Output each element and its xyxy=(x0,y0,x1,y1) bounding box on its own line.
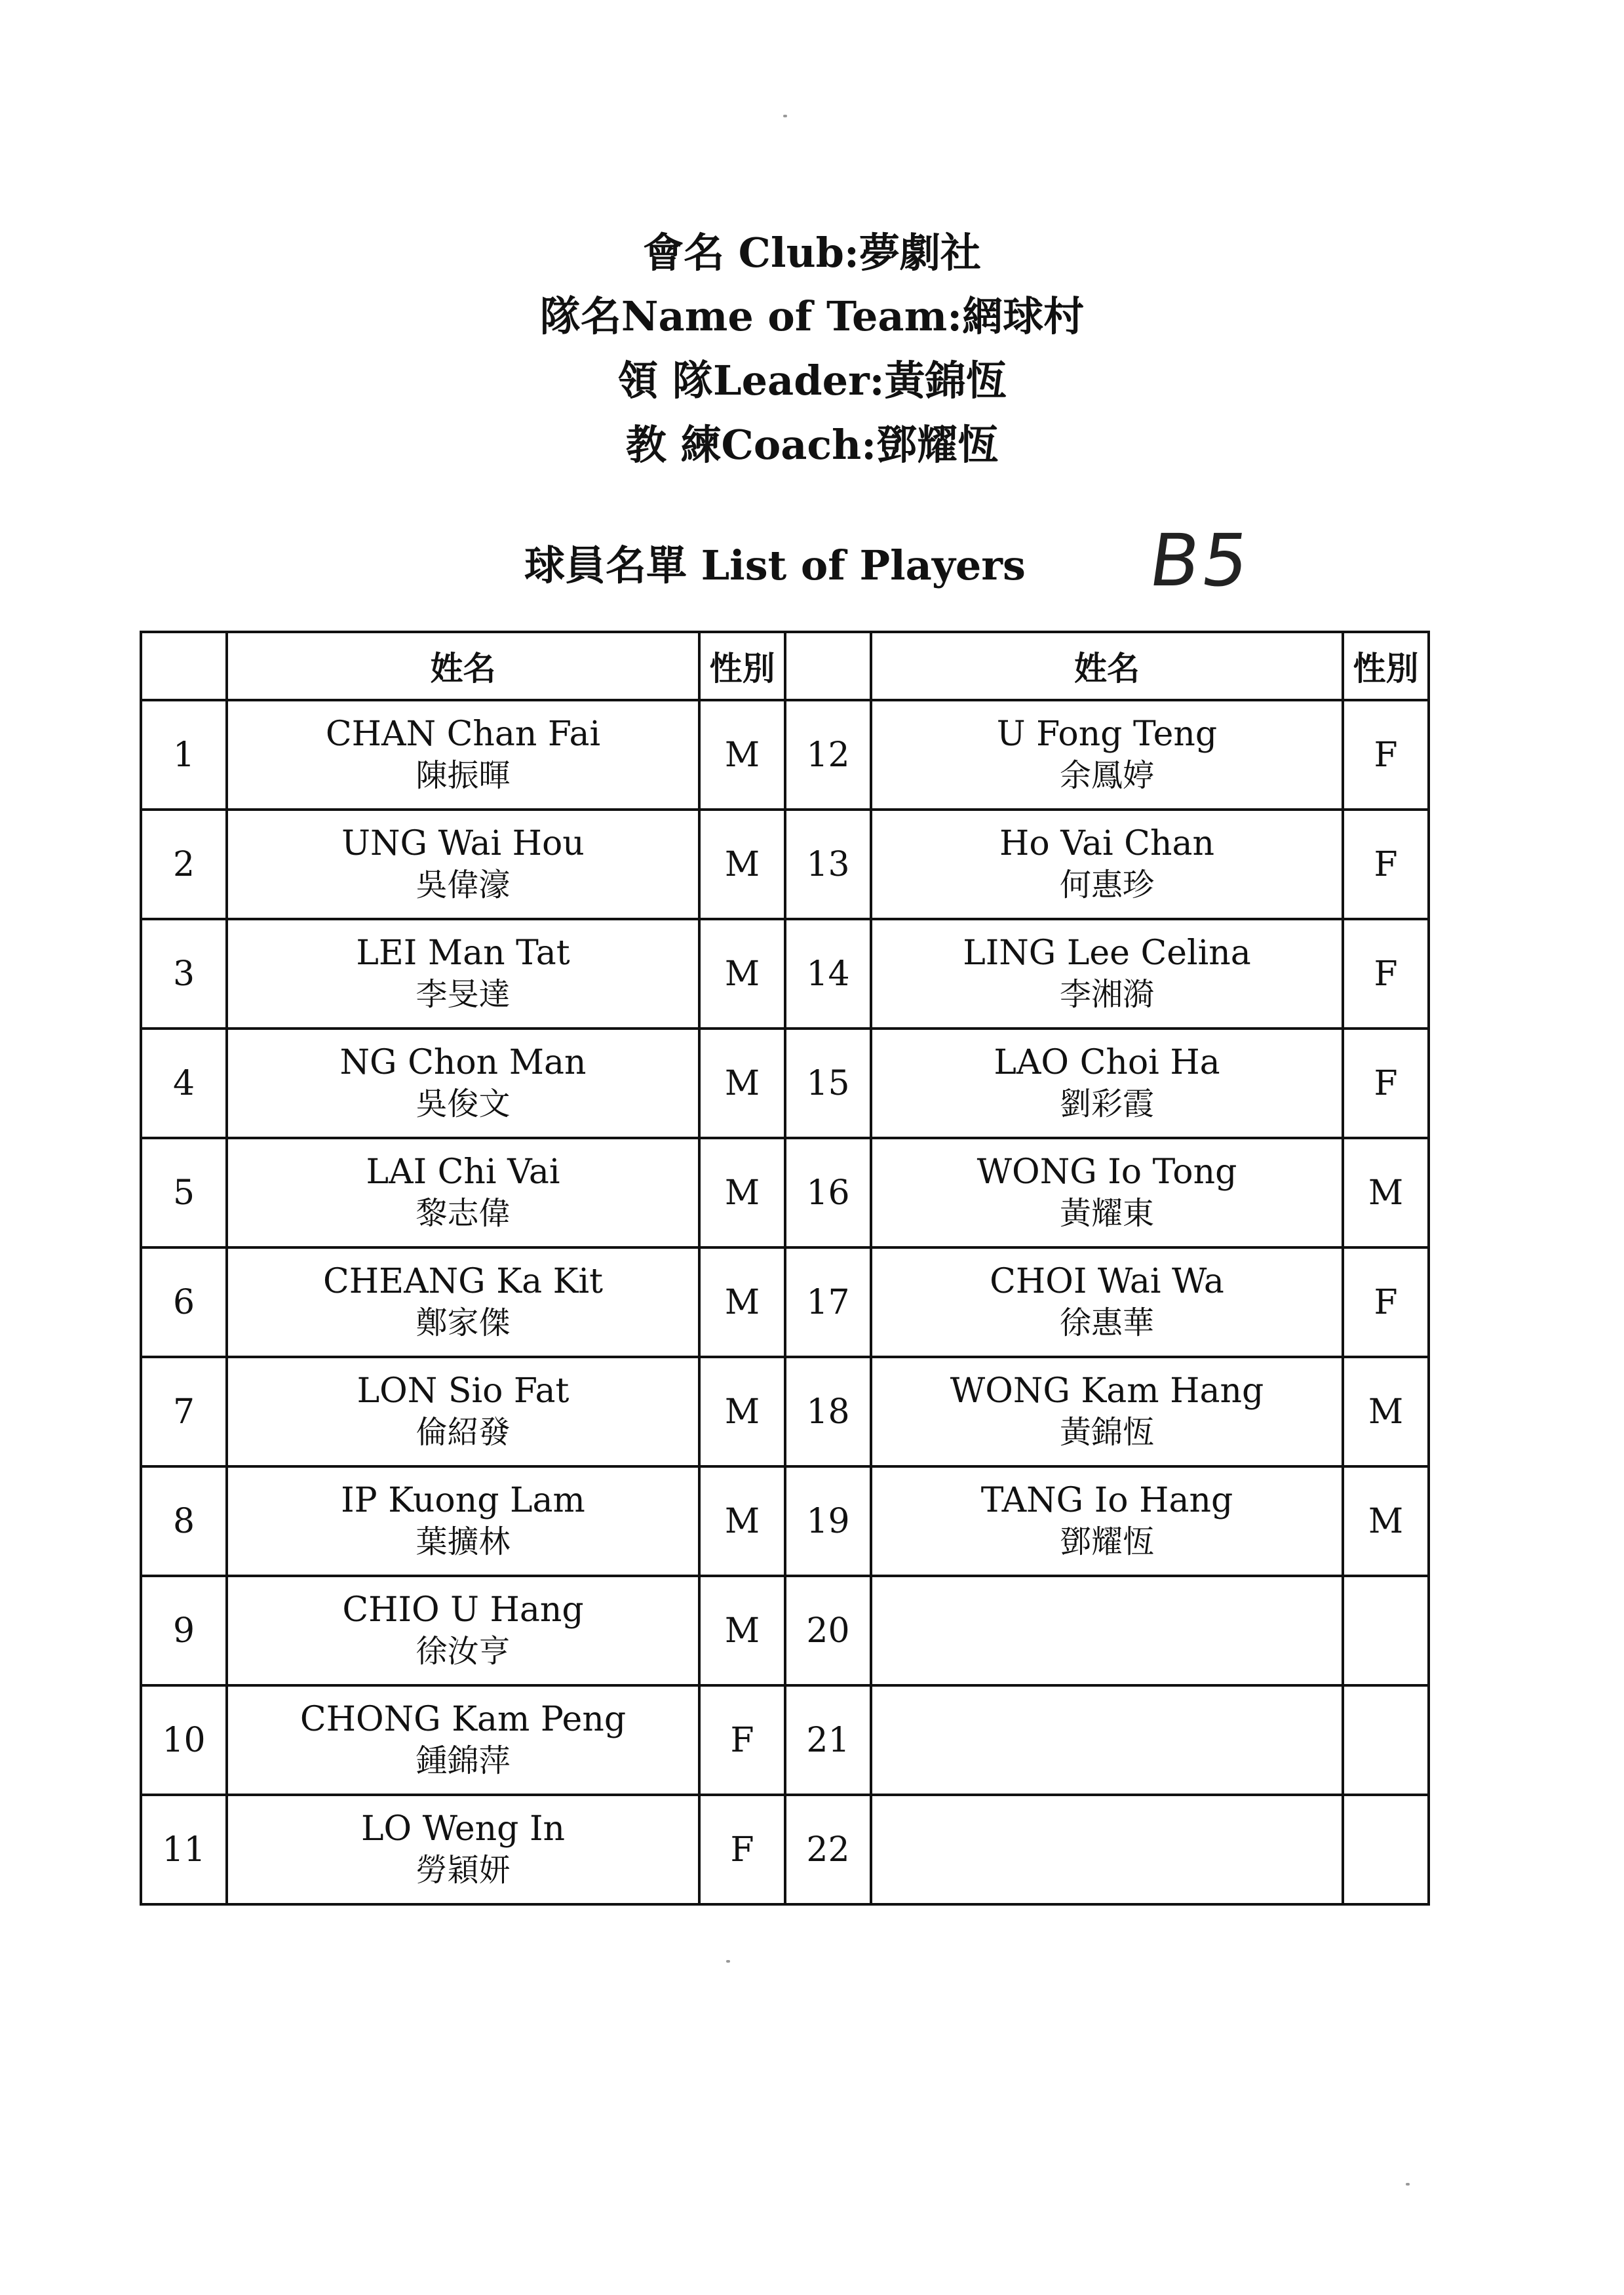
table-row xyxy=(141,1685,1429,1795)
player-name-english: UNG Wai Hou xyxy=(341,824,585,864)
player-number: 21 xyxy=(785,1685,871,1795)
player-name-cell xyxy=(227,1029,699,1138)
player-name-cell xyxy=(227,919,699,1029)
player-gender: M xyxy=(1343,1466,1429,1576)
player-number: 10 xyxy=(141,1685,227,1795)
player-name-english: CHEANG Ka Kit xyxy=(323,1262,603,1302)
header-no-left xyxy=(141,632,227,700)
player-gender: M xyxy=(699,1247,785,1357)
table-row xyxy=(141,1576,1429,1685)
player-name-english: IP Kuong Lam xyxy=(341,1481,585,1521)
player-name-cell xyxy=(871,1576,1343,1685)
player-gender: M xyxy=(699,810,785,919)
coach-heading: 教 練Coach:鄧耀恆 xyxy=(625,421,999,469)
player-gender: M xyxy=(699,1466,785,1576)
player-number: 18 xyxy=(785,1357,871,1466)
player-name-chinese: 吳偉濠 xyxy=(416,866,511,903)
player-name-english: NG Chon Man xyxy=(339,1043,587,1083)
player-gender xyxy=(1343,1576,1429,1685)
player-gender: F xyxy=(1343,1247,1429,1357)
player-name-cell xyxy=(871,1138,1343,1247)
player-name-chinese: 陳振暉 xyxy=(416,756,511,794)
player-name-chinese: 李旻達 xyxy=(416,975,511,1013)
player-name-english: WONG Io Tong xyxy=(976,1152,1237,1192)
player-number: 13 xyxy=(785,810,871,919)
player-gender xyxy=(1343,1795,1429,1904)
player-name-chinese: 黎志偉 xyxy=(416,1194,511,1232)
handwritten-mark: B5 xyxy=(1144,519,1257,602)
player-number: 16 xyxy=(785,1138,871,1247)
player-name-cell xyxy=(871,810,1343,919)
player-name-cell xyxy=(871,1795,1343,1904)
player-name-english: LING Lee Celina xyxy=(963,933,1251,973)
player-name-chinese: 黃耀東 xyxy=(1059,1194,1154,1232)
player-name-english: LO Weng In xyxy=(360,1809,565,1849)
player-name-cell xyxy=(871,1685,1343,1795)
player-name-english: CHIO U Hang xyxy=(342,1590,584,1630)
player-gender: F xyxy=(1343,700,1429,810)
table-row xyxy=(141,919,1429,1029)
header-name-left: 姓名 xyxy=(227,632,699,700)
scan-speck xyxy=(1406,2183,1410,2186)
player-number: 19 xyxy=(785,1466,871,1576)
player-number: 5 xyxy=(141,1138,227,1247)
player-number: 20 xyxy=(785,1576,871,1685)
player-number: 22 xyxy=(785,1795,871,1904)
player-name-english: CHAN Chan Fai xyxy=(325,715,601,755)
player-name-cell xyxy=(227,1138,699,1247)
header-gender-left: 性別 xyxy=(699,632,785,700)
player-name-english: Ho Vai Chan xyxy=(999,824,1214,864)
player-gender: F xyxy=(699,1795,785,1904)
player-name-cell xyxy=(871,1247,1343,1357)
leader-heading: 領 隊Leader:黃錦恆 xyxy=(617,357,1007,404)
player-name-english: LAI Chi Vai xyxy=(366,1152,560,1192)
player-gender xyxy=(1343,1685,1429,1795)
player-name-chinese: 勞穎妍 xyxy=(416,1851,511,1889)
table-row xyxy=(141,1795,1429,1904)
player-name-english: LAO Choi Ha xyxy=(994,1043,1220,1083)
player-gender: F xyxy=(1343,1029,1429,1138)
player-gender: M xyxy=(699,700,785,810)
player-gender: M xyxy=(699,919,785,1029)
table-row xyxy=(141,1466,1429,1576)
player-number: 2 xyxy=(141,810,227,919)
player-name-cell xyxy=(227,1576,699,1685)
player-name-chinese: 鄭家傑 xyxy=(416,1304,511,1341)
player-name-cell xyxy=(227,1357,699,1466)
player-name-cell xyxy=(227,1795,699,1904)
header-no-right xyxy=(785,632,871,700)
player-number: 14 xyxy=(785,919,871,1029)
player-name-cell xyxy=(227,1685,699,1795)
player-gender: M xyxy=(699,1138,785,1247)
player-name-cell xyxy=(227,700,699,810)
scan-speck xyxy=(726,1960,730,1963)
player-number: 9 xyxy=(141,1576,227,1685)
player-gender: M xyxy=(1343,1138,1429,1247)
player-name-cell xyxy=(227,1466,699,1576)
player-name-chinese: 劉彩霞 xyxy=(1059,1085,1154,1122)
player-gender: M xyxy=(699,1576,785,1685)
player-number: 15 xyxy=(785,1029,871,1138)
player-gender: M xyxy=(699,1357,785,1466)
player-name-chinese: 何惠珍 xyxy=(1059,866,1154,903)
table-row xyxy=(141,1357,1429,1466)
player-number: 1 xyxy=(141,700,227,810)
table-row xyxy=(141,1029,1429,1138)
scan-speck xyxy=(783,115,787,117)
player-name-chinese: 鄧耀恆 xyxy=(1059,1523,1154,1560)
player-name-chinese: 李湘漪 xyxy=(1059,975,1154,1013)
player-name-cell xyxy=(227,810,699,919)
table-row xyxy=(141,700,1429,810)
player-name-english: TANG Io Hang xyxy=(980,1481,1233,1521)
player-name-cell xyxy=(871,919,1343,1029)
club-heading: 會名 Club:夢劇社 xyxy=(643,229,981,277)
players-table xyxy=(140,631,1430,1906)
player-number: 6 xyxy=(141,1247,227,1357)
player-name-english: CHONG Kam Peng xyxy=(300,1700,627,1740)
team-heading: 隊名Name of Team:網球村 xyxy=(539,292,1085,340)
player-gender: M xyxy=(1343,1357,1429,1466)
player-name-english: WONG Kam Hang xyxy=(950,1371,1264,1411)
player-name-chinese: 徐汝亨 xyxy=(416,1632,511,1670)
player-name-chinese: 余鳳婷 xyxy=(1059,756,1154,794)
player-name-chinese: 吳俊文 xyxy=(416,1085,511,1122)
player-name-cell xyxy=(871,700,1343,810)
player-number: 12 xyxy=(785,700,871,810)
player-number: 17 xyxy=(785,1247,871,1357)
player-name-chinese: 黃錦恆 xyxy=(1059,1413,1154,1451)
player-name-chinese: 葉擴林 xyxy=(416,1523,511,1560)
player-gender: F xyxy=(1343,919,1429,1029)
player-gender: F xyxy=(699,1685,785,1795)
player-name-english: LEI Man Tat xyxy=(356,933,570,973)
player-name-cell xyxy=(871,1357,1343,1466)
player-name-cell xyxy=(871,1029,1343,1138)
header-name-right: 姓名 xyxy=(871,632,1343,700)
player-number: 8 xyxy=(141,1466,227,1576)
players-list-title: 球員名單 List of Players xyxy=(524,541,1026,589)
player-number: 4 xyxy=(141,1029,227,1138)
table-row xyxy=(141,1247,1429,1357)
player-name-english: CHOI Wai Wa xyxy=(990,1262,1224,1302)
player-name-cell xyxy=(871,1466,1343,1576)
table-header-row xyxy=(141,632,1429,700)
player-gender: M xyxy=(699,1029,785,1138)
player-name-english: LON Sio Fat xyxy=(357,1371,570,1411)
header-gender-right: 性別 xyxy=(1343,632,1429,700)
player-name-chinese: 倫紹發 xyxy=(416,1413,511,1451)
player-number: 7 xyxy=(141,1357,227,1466)
table-row xyxy=(141,1138,1429,1247)
player-name-chinese: 鍾錦萍 xyxy=(416,1742,511,1779)
player-name-chinese: 徐惠華 xyxy=(1059,1304,1154,1341)
table-row xyxy=(141,810,1429,919)
player-number: 11 xyxy=(141,1795,227,1904)
player-number: 3 xyxy=(141,919,227,1029)
player-gender: F xyxy=(1343,810,1429,919)
player-name-cell xyxy=(227,1247,699,1357)
player-name-english: U Fong Teng xyxy=(996,715,1218,755)
